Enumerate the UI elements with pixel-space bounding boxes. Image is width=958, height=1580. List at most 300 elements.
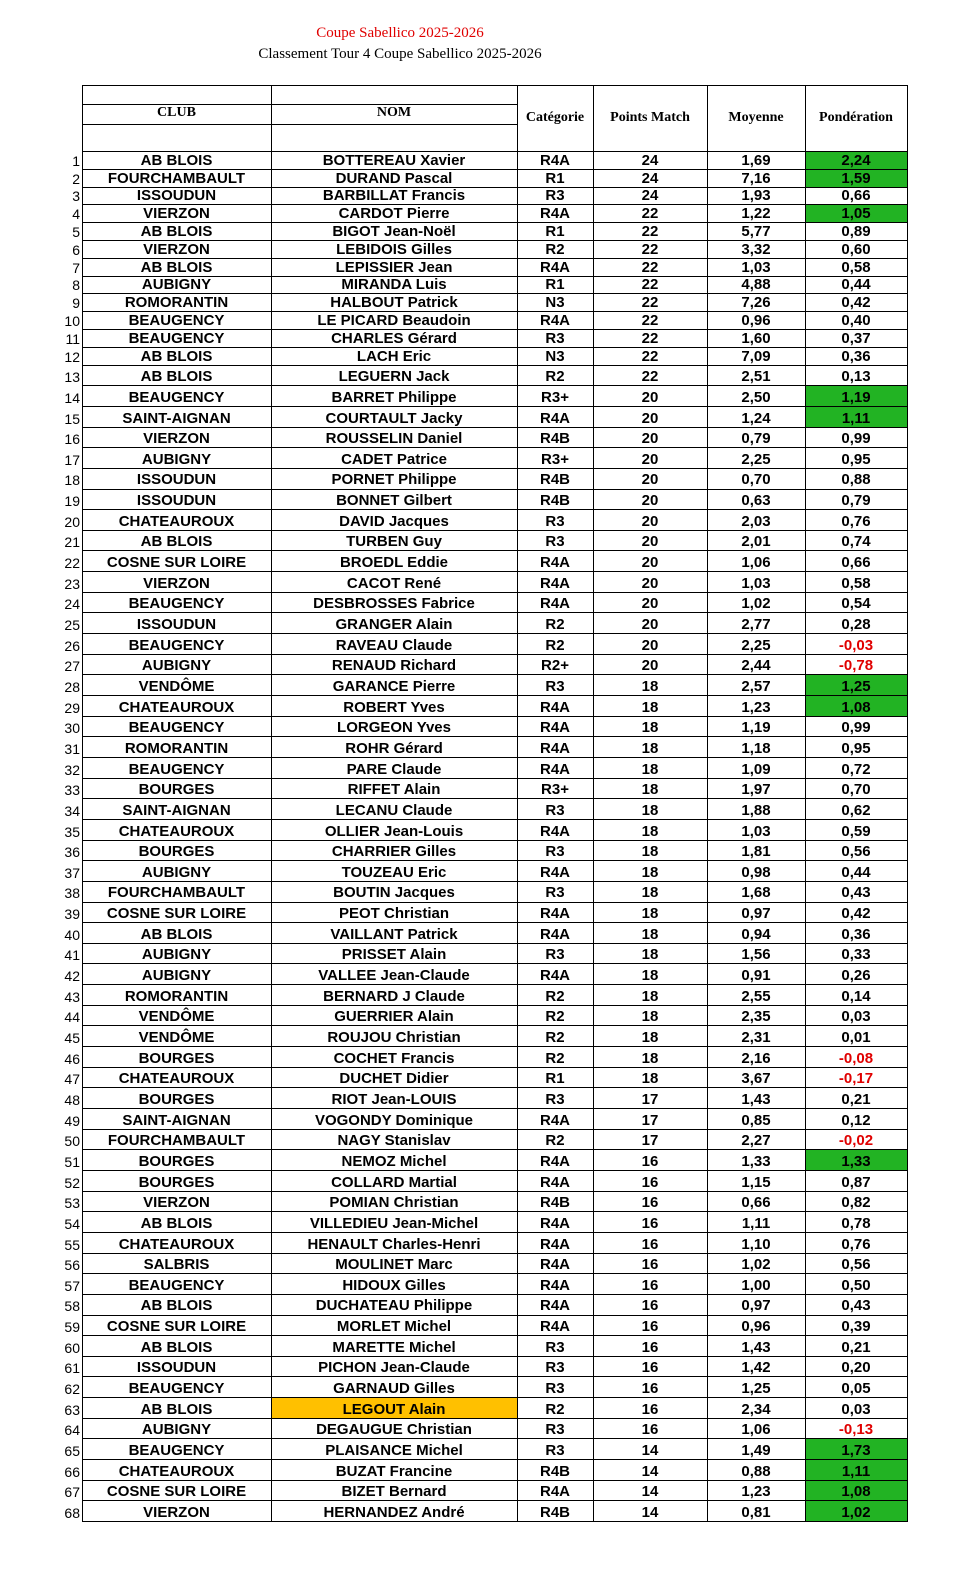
- cell-points: 22: [641, 276, 659, 294]
- row-rank: 44: [64, 1009, 80, 1026]
- cell-categorie: R4B: [539, 1194, 570, 1212]
- cell-categorie: R4A: [539, 311, 570, 329]
- table-row: [64, 311, 907, 329]
- cell-nom: NEMOZ Michel: [341, 1152, 447, 1170]
- cell-moyenne: 2,55: [741, 987, 771, 1005]
- cell-nom: VAILLANT Patrick: [330, 925, 458, 943]
- table-row: [72, 169, 907, 187]
- cell-ponderation: 0,43: [841, 1297, 871, 1315]
- cell-club: VENDÔME: [138, 1029, 215, 1047]
- cell-categorie: R4A: [539, 760, 570, 778]
- cell-ponderation: 0,58: [841, 574, 871, 592]
- table-row: [64, 1025, 907, 1047]
- cell-nom: NAGY Stanislav: [337, 1132, 451, 1150]
- cell-nom: HALBOUT Patrick: [330, 294, 458, 312]
- row-rank: 10: [64, 312, 80, 329]
- cell-club: VIERZON: [143, 240, 210, 258]
- cell-club: BEAUGENCY: [128, 719, 225, 737]
- cell-moyenne: 1,03: [741, 258, 771, 276]
- cell-moyenne: 1,06: [741, 554, 771, 572]
- table-row: [64, 984, 907, 1005]
- cell-moyenne: 0,66: [741, 1194, 771, 1212]
- cell-categorie: R4B: [539, 471, 570, 489]
- cell-points: 20: [641, 430, 659, 448]
- cell-categorie: R2: [545, 1008, 565, 1026]
- row-rank: 60: [64, 1339, 80, 1356]
- cell-categorie: R2: [545, 616, 565, 634]
- row-rank: 41: [64, 947, 80, 964]
- row-rank: 59: [64, 1319, 80, 1336]
- table-row: [64, 1149, 907, 1170]
- cell-nom: RENAUD Richard: [331, 657, 457, 675]
- cell-club: CHATEAUROUX: [118, 1462, 235, 1480]
- cell-ponderation: 0,39: [841, 1318, 871, 1336]
- row-rank: 31: [64, 740, 80, 757]
- cell-categorie: R4A: [539, 258, 570, 276]
- cell-points: 18: [641, 946, 659, 964]
- cell-points: 16: [641, 1421, 659, 1439]
- cell-categorie: R4A: [539, 925, 570, 943]
- row-rank: 52: [64, 1174, 80, 1191]
- cell-points: 22: [641, 329, 659, 347]
- cell-categorie: R2: [545, 1029, 565, 1047]
- cell-categorie: R3: [545, 187, 565, 205]
- cell-ponderation: 0,44: [841, 863, 871, 881]
- row-rank: 33: [64, 782, 80, 799]
- cell-points: 20: [641, 492, 659, 510]
- table-row: [64, 1129, 907, 1150]
- row-rank: 6: [72, 241, 80, 258]
- table-row: [64, 530, 907, 551]
- row-rank: 58: [64, 1298, 80, 1315]
- cell-moyenne: 0,91: [741, 967, 771, 985]
- cell-ponderation: 0,05: [841, 1380, 871, 1398]
- table-row: [64, 840, 907, 861]
- cell-moyenne: 1,88: [741, 801, 771, 819]
- cell-ponderation: 0,36: [841, 925, 871, 943]
- cell-categorie: R3: [545, 533, 565, 551]
- cell-nom: GARANCE Pierre: [332, 677, 456, 695]
- cell-club: CHATEAUROUX: [118, 822, 235, 840]
- cell-ponderation: 0,13: [841, 368, 871, 386]
- table-row: [72, 151, 907, 169]
- cell-moyenne: 1,03: [741, 574, 771, 592]
- cell-ponderation: 0,26: [841, 967, 871, 985]
- cell-nom: DUCHET Didier: [339, 1070, 449, 1088]
- cell-nom: DURAND Pascal: [335, 169, 453, 187]
- cell-moyenne: 1,11: [741, 1214, 771, 1232]
- cell-points: 18: [641, 1008, 659, 1026]
- table-row: [64, 798, 907, 819]
- cell-moyenne: 7,16: [741, 169, 771, 187]
- cell-club: VIERZON: [143, 1503, 210, 1521]
- cell-ponderation: 0,03: [841, 1400, 871, 1418]
- cell-nom: OLLIER Jean-Louis: [324, 822, 464, 840]
- cell-points: 18: [641, 905, 659, 923]
- row-rank: 29: [64, 699, 80, 716]
- row-rank: 45: [64, 1030, 80, 1047]
- cell-categorie: R4A: [539, 1235, 570, 1253]
- cell-nom: PEOT Christian: [338, 905, 450, 923]
- row-rank: 5: [72, 223, 80, 240]
- cell-moyenne: 2,03: [741, 512, 771, 530]
- cell-categorie: R4A: [539, 739, 570, 757]
- cell-ponderation: 0,03: [841, 1008, 871, 1026]
- table-row: [64, 468, 907, 489]
- cell-points: 16: [641, 1318, 659, 1336]
- cell-ponderation: 0,50: [841, 1276, 871, 1294]
- cell-ponderation: 1,11: [805, 407, 907, 427]
- cell-club: AB BLOIS: [140, 1214, 213, 1232]
- cell-categorie: R4A: [539, 905, 570, 923]
- cell-points: 14: [641, 1442, 659, 1460]
- cell-categorie: R4B: [539, 1462, 570, 1480]
- cell-nom: DEGAUGUE Christian: [316, 1421, 472, 1439]
- cell-ponderation: 1,02: [805, 1501, 907, 1521]
- cell-moyenne: 0,96: [741, 311, 771, 329]
- row-rank: 56: [64, 1257, 80, 1274]
- cell-ponderation: -0,78: [838, 657, 874, 675]
- cell-ponderation: 1,08: [805, 696, 907, 716]
- cell-ponderation: -0,03: [838, 636, 874, 654]
- cell-nom: COURTAULT Jacky: [325, 409, 463, 427]
- row-rank: 36: [64, 844, 80, 861]
- cell-categorie: R3+: [541, 781, 569, 799]
- cell-nom: PLAISANCE Michel: [325, 1442, 463, 1460]
- cell-ponderation: 0,44: [841, 276, 871, 294]
- cell-club: SAINT-AIGNAN: [122, 409, 231, 427]
- cell-categorie: R3: [545, 329, 565, 347]
- cell-club: ISSOUDUN: [136, 1359, 217, 1377]
- row-rank: 50: [64, 1133, 80, 1150]
- table-row: [64, 778, 907, 799]
- cell-points: 17: [641, 1090, 659, 1108]
- cell-club: ISSOUDUN: [136, 187, 217, 205]
- cell-points: 20: [641, 409, 659, 427]
- row-rank: 3: [72, 188, 80, 205]
- cell-points: 18: [641, 1070, 659, 1088]
- cell-points: 16: [641, 1400, 659, 1418]
- cell-points: 17: [641, 1111, 659, 1129]
- cell-club: ROMORANTIN: [124, 739, 229, 757]
- cell-moyenne: 1,10: [741, 1235, 771, 1253]
- row-rank: 67: [64, 1484, 80, 1501]
- row-rank: 17: [64, 451, 80, 468]
- row-rank: 37: [64, 864, 80, 881]
- cell-categorie: R3+: [541, 388, 569, 406]
- row-rank: 47: [64, 1071, 80, 1088]
- cell-moyenne: 1,60: [741, 329, 771, 347]
- cell-ponderation: 0,43: [841, 884, 871, 902]
- cell-ponderation: 0,28: [841, 616, 871, 634]
- cell-points: 18: [641, 987, 659, 1005]
- cell-categorie: R3: [545, 677, 565, 695]
- column-header-club: CLUB: [157, 105, 196, 120]
- table-row: [64, 1253, 907, 1274]
- cell-ponderation: 0,82: [841, 1194, 871, 1212]
- row-rank: 42: [64, 968, 80, 985]
- cell-nom: RAVEAU Claude: [335, 636, 453, 654]
- cell-points: 18: [641, 967, 659, 985]
- cell-nom: RIOT Jean-LOUIS: [331, 1090, 457, 1108]
- table-row: [64, 612, 907, 634]
- cell-nom: CACOT René: [346, 574, 442, 592]
- row-rank: 51: [64, 1153, 80, 1170]
- cell-ponderation: 0,42: [841, 294, 871, 312]
- cell-categorie: R4A: [539, 1256, 570, 1274]
- table-row: [64, 592, 907, 613]
- row-rank: 34: [64, 802, 80, 819]
- table-row: [64, 1170, 907, 1191]
- cell-categorie: R1: [545, 276, 565, 294]
- row-rank: 38: [64, 885, 80, 902]
- cell-moyenne: 0,63: [741, 492, 771, 510]
- table-row: [64, 365, 907, 386]
- cell-ponderation: 1,11: [805, 1460, 907, 1480]
- cell-ponderation: 0,42: [841, 905, 871, 923]
- cell-moyenne: 2,25: [741, 450, 771, 468]
- cell-moyenne: 1,19: [741, 719, 771, 737]
- cell-club: COSNE SUR LOIRE: [106, 1318, 247, 1336]
- table-row: [72, 222, 907, 240]
- table-row: [72, 240, 907, 258]
- cell-nom: TOUZEAU Eric: [341, 863, 447, 881]
- row-rank: 20: [64, 513, 80, 530]
- cell-club: AB BLOIS: [140, 1297, 213, 1315]
- column-header-moyenne: Moyenne: [728, 110, 784, 125]
- cell-categorie: R4A: [539, 1173, 570, 1191]
- cell-ponderation: -0,02: [838, 1132, 874, 1150]
- cell-nom: BONNET Gilbert: [336, 492, 452, 510]
- cell-points: 18: [641, 719, 659, 737]
- cell-club: AUBIGNY: [141, 276, 212, 294]
- cell-nom: GRANGER Alain: [335, 616, 453, 634]
- cell-categorie: R4A: [539, 1483, 570, 1501]
- cell-categorie: R3: [545, 1090, 565, 1108]
- row-rank: 15: [64, 410, 80, 427]
- table-row: [64, 347, 907, 365]
- page-subtitle: Classement Tour 4 Coupe Sabellico 2025-2026: [258, 46, 542, 62]
- cell-club: ISSOUDUN: [136, 492, 217, 510]
- cell-points: 16: [641, 1214, 659, 1232]
- table-row: [64, 881, 907, 902]
- table-row: [64, 633, 907, 654]
- row-rank: 35: [64, 823, 80, 840]
- cell-moyenne: 0,97: [741, 1297, 771, 1315]
- table-row: [64, 1273, 907, 1294]
- table-row: [64, 963, 907, 985]
- cell-club: BEAUGENCY: [128, 329, 225, 347]
- row-rank: 4: [72, 206, 80, 223]
- cell-moyenne: 1,43: [741, 1338, 771, 1356]
- cell-nom: LE PICARD Beaudoin: [317, 311, 471, 329]
- cell-nom: DAVID Jacques: [339, 512, 449, 530]
- row-rank: 22: [64, 555, 80, 572]
- cell-points: 18: [641, 739, 659, 757]
- cell-club: AB BLOIS: [140, 347, 213, 365]
- cell-categorie: R4A: [539, 554, 570, 572]
- cell-moyenne: 2,77: [741, 616, 771, 634]
- cell-points: 20: [641, 574, 659, 592]
- cell-nom: PRISSET Alain: [341, 946, 447, 964]
- table-row: [64, 654, 907, 675]
- cell-categorie: R2: [545, 1132, 565, 1150]
- cell-club: VENDÔME: [138, 677, 215, 695]
- column-header-ponderation: Pondération: [819, 110, 893, 125]
- table-row: [64, 1191, 907, 1212]
- cell-categorie: R3: [545, 1380, 565, 1398]
- cell-moyenne: 2,51: [741, 368, 771, 386]
- cell-points: 18: [641, 925, 659, 943]
- page-title: Coupe Sabellico 2025-2026: [316, 25, 484, 41]
- cell-categorie: R1: [545, 222, 565, 240]
- cell-club: CHATEAUROUX: [118, 1070, 235, 1088]
- table-row: [64, 447, 907, 468]
- cell-moyenne: 1,49: [741, 1442, 771, 1460]
- cell-moyenne: 1,18: [741, 739, 771, 757]
- cell-club: BEAUGENCY: [128, 636, 225, 654]
- row-rank: 13: [64, 369, 80, 386]
- cell-club: VIERZON: [143, 1194, 210, 1212]
- column-header-categorie: Catégorie: [525, 110, 585, 125]
- cell-moyenne: 0,97: [741, 905, 771, 923]
- cell-nom: GARNAUD Gilles: [333, 1380, 455, 1398]
- cell-categorie: R3: [545, 801, 565, 819]
- table-row: [64, 406, 907, 427]
- table-row: [64, 819, 907, 840]
- cell-points: 16: [641, 1173, 659, 1191]
- cell-club: SAINT-AIGNAN: [122, 801, 231, 819]
- cell-points: 22: [641, 294, 659, 312]
- cell-ponderation: 0,59: [841, 822, 871, 840]
- row-rank: 2: [72, 170, 80, 187]
- cell-nom: CARDOT Pierre: [338, 205, 450, 223]
- cell-categorie: R2+: [541, 657, 569, 675]
- cell-ponderation: 1,05: [805, 205, 907, 222]
- table-row: [64, 860, 907, 881]
- cell-nom: MORLET Michel: [336, 1318, 452, 1336]
- cell-nom: ROBERT Yves: [343, 698, 445, 716]
- cell-categorie: R1: [545, 1070, 565, 1088]
- cell-ponderation: 0,66: [841, 187, 871, 205]
- row-rank: 28: [64, 678, 80, 695]
- cell-nom: COCHET Francis: [333, 1049, 455, 1067]
- row-rank: 27: [64, 658, 80, 675]
- table-row: [72, 204, 907, 223]
- cell-nom: CADET Patrice: [341, 450, 447, 468]
- table-row: [72, 187, 907, 205]
- cell-ponderation: 1,19: [805, 386, 907, 406]
- cell-nom: BOUTIN Jacques: [333, 884, 455, 902]
- table-row: [64, 716, 907, 737]
- cell-nom: HIDOUX Gilles: [342, 1276, 446, 1294]
- row-rank: 16: [64, 431, 80, 448]
- table-row: [65, 329, 907, 347]
- cell-moyenne: 1,33: [741, 1152, 771, 1170]
- table-row: [64, 571, 907, 592]
- cell-nom: TURBEN Guy: [346, 533, 442, 551]
- cell-points: 18: [641, 760, 659, 778]
- cell-categorie: R4A: [539, 863, 570, 881]
- row-rank: 11: [65, 330, 80, 347]
- cell-nom: HENAULT Charles-Henri: [307, 1235, 481, 1253]
- table-row: [64, 1232, 907, 1253]
- table-row: [64, 736, 907, 757]
- cell-categorie: R3: [545, 843, 565, 861]
- cell-moyenne: 4,88: [741, 276, 771, 294]
- cell-nom: MIRANDA Luis: [341, 276, 447, 294]
- cell-moyenne: 1,24: [741, 409, 771, 427]
- cell-moyenne: 1,03: [741, 822, 771, 840]
- cell-points: 24: [641, 151, 659, 169]
- cell-points: 14: [641, 1483, 659, 1501]
- cell-club: FOURCHAMBAULT: [107, 169, 246, 187]
- cell-moyenne: 1,69: [741, 151, 771, 169]
- cell-moyenne: 2,01: [741, 533, 771, 551]
- row-rank: 40: [64, 926, 80, 943]
- cell-moyenne: 1,56: [741, 946, 771, 964]
- cell-moyenne: 1,23: [741, 698, 771, 716]
- table-row: [64, 1067, 907, 1088]
- row-rank: 18: [64, 472, 80, 489]
- cell-club: AUBIGNY: [141, 1421, 212, 1439]
- cell-ponderation: 0,20: [841, 1359, 871, 1377]
- cell-club: SAINT-AIGNAN: [122, 1111, 231, 1129]
- cell-club: CHATEAUROUX: [118, 512, 235, 530]
- cell-points: 16: [641, 1359, 659, 1377]
- cell-nom: RIFFET Alain: [347, 781, 441, 799]
- cell-nom: MOULINET Marc: [335, 1256, 453, 1274]
- cell-ponderation: 0,95: [841, 739, 871, 757]
- table-row: [64, 1046, 907, 1067]
- table-row: [64, 509, 907, 530]
- cell-points: 18: [641, 698, 659, 716]
- row-rank: 26: [64, 637, 80, 654]
- cell-ponderation: 0,54: [841, 595, 871, 613]
- cell-moyenne: 1,09: [741, 760, 771, 778]
- cell-points: 22: [641, 240, 659, 258]
- cell-nom: MARETTE Michel: [332, 1338, 456, 1356]
- cell-moyenne: 1,97: [741, 781, 771, 799]
- cell-nom: LECANU Claude: [335, 801, 453, 819]
- table-row: [64, 1108, 907, 1129]
- cell-club: BOURGES: [138, 1152, 215, 1170]
- cell-club: AB BLOIS: [140, 925, 213, 943]
- table-row: [64, 757, 907, 778]
- cell-ponderation: 0,78: [841, 1214, 871, 1232]
- cell-points: 18: [641, 1049, 659, 1067]
- cell-club: ROMORANTIN: [124, 294, 229, 312]
- row-rank: 7: [72, 259, 80, 276]
- row-rank: 61: [64, 1360, 80, 1377]
- cell-nom: BIGOT Jean-Noël: [332, 222, 456, 240]
- cell-nom: CHARRIER Gilles: [331, 843, 457, 861]
- cell-ponderation: 0,72: [841, 760, 871, 778]
- cell-ponderation: 0,56: [841, 843, 871, 861]
- cell-club: AB BLOIS: [140, 151, 213, 169]
- cell-moyenne: 1,15: [741, 1173, 771, 1191]
- cell-club: AB BLOIS: [140, 222, 213, 240]
- cell-moyenne: 0,85: [741, 1111, 771, 1129]
- cell-club: BEAUGENCY: [128, 760, 225, 778]
- cell-categorie: R4A: [539, 151, 570, 169]
- cell-ponderation: 1,33: [805, 1150, 907, 1170]
- cell-nom: PORNET Philippe: [331, 471, 457, 489]
- cell-ponderation: 0,74: [841, 533, 871, 551]
- column-header-points: Points Match: [610, 110, 690, 125]
- cell-ponderation: 0,99: [841, 430, 871, 448]
- ranking-table: [64, 85, 907, 1522]
